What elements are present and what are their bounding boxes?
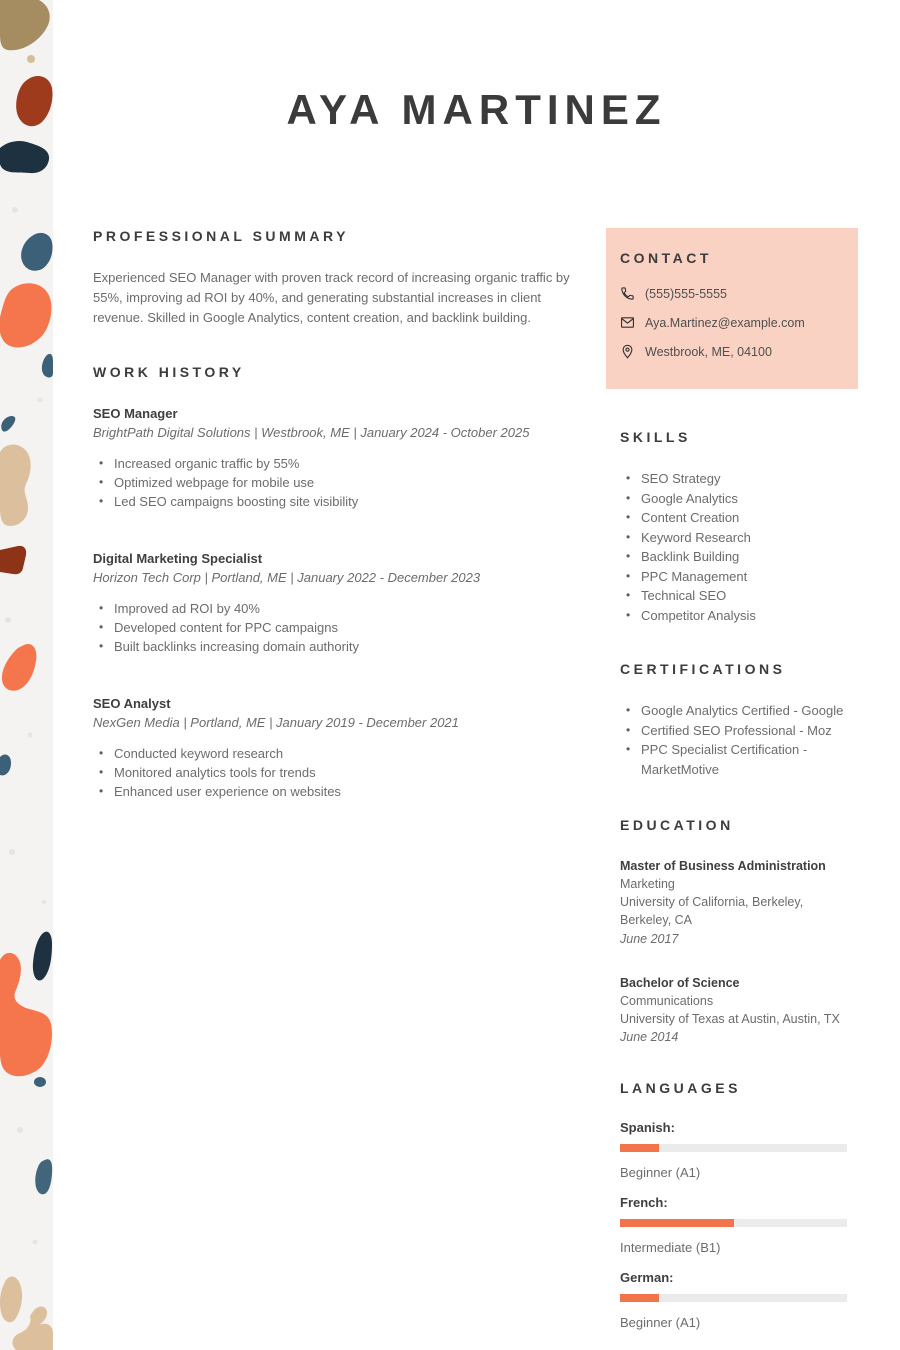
- speck-shape: [17, 1127, 23, 1133]
- bullet-item: • Improved ad ROI by 40%: [93, 599, 583, 618]
- job-meta: Horizon Tech Corp | Portland, ME | January 2022 - December 2023: [93, 570, 481, 586]
- degree-name: Bachelor of Science: [620, 975, 740, 990]
- language-label: Spanish:: [620, 1120, 675, 1136]
- columns-container: [53, 228, 900, 1345]
- languages-heading: LANGUAGES: [620, 1080, 741, 1097]
- contact-phone-row: [620, 286, 840, 301]
- language-bar-track: [620, 1219, 847, 1227]
- language-label: French:: [620, 1195, 668, 1211]
- certification-item: • Google Analytics Certified - Google: [620, 701, 858, 721]
- email-address: Aya.Martinez@example.com: [645, 315, 805, 330]
- resume-content: [53, 0, 900, 1350]
- skill-item: • SEO Strategy: [620, 469, 858, 489]
- tan-dot-shape: [27, 55, 35, 63]
- envelope-icon: [620, 315, 635, 330]
- language-item: [620, 1270, 858, 1330]
- bullet-item: • Conducted keyword research: [93, 744, 583, 763]
- degree-name: Master of Business Administration: [620, 859, 826, 873]
- job-title: Digital Marketing Specialist: [93, 551, 263, 567]
- bullet-item: • Monitored analytics tools for trends: [93, 763, 583, 782]
- language-bar-fill: [620, 1144, 659, 1152]
- job-meta: BrightPath Digital Solutions | Westbrook, ME | January 2024 - October 2025: [93, 425, 530, 441]
- graduation-date: June 2014: [620, 1030, 679, 1044]
- summary-heading: PROFESSIONAL SUMMARY: [93, 228, 349, 244]
- skill-item: • Content Creation: [620, 508, 858, 528]
- teal-dot-shape: [34, 1077, 46, 1087]
- job-bullet-list: [93, 599, 583, 656]
- skill-item: • Google Analytics: [620, 489, 858, 509]
- school-name: University of California, Berkeley,: [620, 895, 804, 910]
- right-column: [620, 228, 858, 1345]
- language-level: Intermediate (B1): [620, 1240, 721, 1256]
- job-meta: NexGen Media | Portland, ME | January 2019 - December 2021: [93, 715, 459, 731]
- contact-box: [606, 228, 858, 389]
- field-of-study: Marketing: [620, 877, 675, 892]
- job-entry: [93, 406, 583, 511]
- job-bullet-list: [93, 454, 583, 511]
- job-title: SEO Manager: [93, 406, 178, 422]
- terrazzo-decoration-strip: [0, 0, 53, 1350]
- skill-item: • Competitor Analysis: [620, 606, 858, 626]
- graduation-date: June 2017: [620, 931, 679, 946]
- education-heading: EDUCATION: [620, 817, 734, 833]
- skill-item: • Technical SEO: [620, 586, 858, 606]
- skill-item: • PPC Management: [620, 567, 858, 587]
- terrazzo-shapes-graphic: [0, 0, 53, 1350]
- language-item: [620, 1195, 858, 1255]
- bullet-item: • Enhanced user experience on websites: [93, 782, 583, 801]
- location-pin-icon: [620, 344, 635, 359]
- language-level: Beginner (A1): [620, 1165, 701, 1181]
- speck-shape: [5, 617, 11, 623]
- speck-shape: [28, 733, 33, 738]
- language-item: [620, 1120, 858, 1180]
- contact-heading: CONTACT: [620, 250, 712, 266]
- language-bar-track: [620, 1144, 847, 1152]
- certifications-section: [620, 661, 858, 779]
- job-entry: [93, 696, 583, 801]
- certification-item: • PPC Specialist Certification - MarketMotive: [620, 740, 858, 779]
- languages-section: [620, 1080, 858, 1330]
- language-bar-fill: [620, 1294, 659, 1302]
- language-label: German:: [620, 1270, 674, 1286]
- job-title: SEO Analyst: [93, 696, 171, 712]
- skill-item: • Keyword Research: [620, 528, 858, 548]
- speck-shape: [33, 1240, 38, 1245]
- school-location: Berkeley, CA: [620, 913, 693, 928]
- contact-email-row: [620, 315, 840, 330]
- speck-shape: [38, 398, 43, 403]
- bullet-item: • Built backlinks increasing domain authority: [93, 637, 583, 656]
- speck-shape: [42, 900, 46, 904]
- bullet-item: • Optimized webpage for mobile use: [93, 473, 583, 492]
- language-bar-fill: [620, 1219, 734, 1227]
- work-history-heading: WORK HISTORY: [93, 364, 245, 381]
- certifications-heading: CERTIFICATIONS: [620, 661, 786, 677]
- language-bar-track: [620, 1294, 847, 1302]
- rust-trapezoid-shape: [0, 546, 26, 574]
- language-level: Beginner (A1): [620, 1315, 701, 1331]
- bullet-item: • Developed content for PPC campaigns: [93, 618, 583, 637]
- speck-shape: [9, 849, 15, 855]
- contact-location-row: [620, 344, 840, 359]
- education-section: [620, 817, 858, 1046]
- certification-item: • Certified SEO Professional - Moz: [620, 721, 858, 741]
- bullet-item: • Led SEO campaigns boosting site visibility: [93, 492, 583, 511]
- bullet-item: • Increased organic traffic by 55%: [93, 454, 583, 473]
- education-entry: [620, 857, 858, 948]
- field-of-study: Communications: [620, 993, 714, 1008]
- skill-item: • Backlink Building: [620, 547, 858, 567]
- school-name: University of Texas at Austin, Austin, TX: [620, 1011, 840, 1026]
- skills-heading: SKILLS: [620, 429, 691, 445]
- summary-text: Experienced SEO Manager with proven track record of increasing organic traffic by 55%, improving ad ROI by 40%, and generating substantial increases in client revenue. Skilled in Google Analytics, content creation, and backlink building.: [93, 270, 570, 326]
- phone-icon: [620, 286, 635, 301]
- certifications-list: [620, 701, 858, 779]
- job-bullet-list: [93, 744, 583, 801]
- page-title: AYA MARTINEZ: [286, 86, 667, 133]
- job-entry: [93, 551, 583, 656]
- skills-list: [620, 469, 858, 625]
- skills-section: [620, 429, 858, 625]
- speck-shape: [12, 207, 18, 213]
- education-entry: [620, 974, 858, 1047]
- phone-number: (555)555-5555: [645, 286, 728, 301]
- left-column: [93, 228, 583, 1345]
- location-text: Westbrook, ME, 04100: [645, 344, 772, 359]
